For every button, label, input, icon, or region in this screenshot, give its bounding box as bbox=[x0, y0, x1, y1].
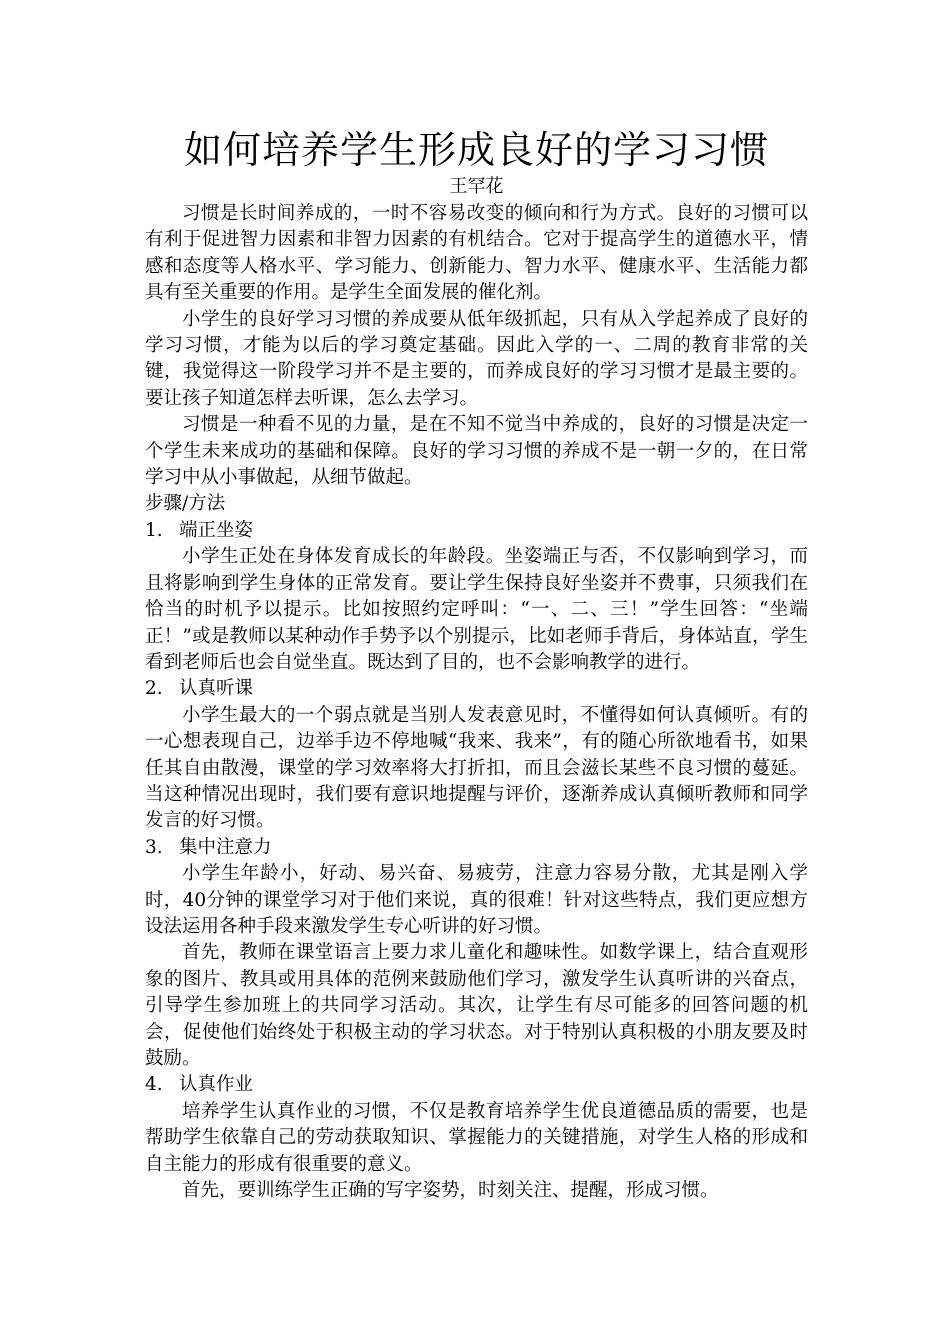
section-number-3: 3. bbox=[145, 836, 163, 858]
section-heading-4 bbox=[145, 1072, 808, 1098]
document-title: 如何培养学生形成良好的学习习惯 bbox=[183, 128, 769, 172]
section-number-1: 1. bbox=[145, 519, 163, 541]
section-3-paragraph-1: 小学生年龄小，好动、易兴奋、易疲劳，注意力容易分散，尤其是刚入学时，40分钟的课堂学习对于他们来说，真的很难！针对这些特点，我们更应想方设法运用各种手段来激发学生专心听讲的好习惯。 bbox=[145, 863, 808, 937]
document-page bbox=[145, 126, 808, 1204]
section-4-paragraph-1: 培养学生认真作业的习惯，不仅是教育培养学生优良道德品质的需要，也是帮助学生依靠自己的劳动获取知识、掌握能力的关键措施，对学生人格的形成和自主能力的形成有很重要的意义。 bbox=[145, 1100, 808, 1175]
section-heading-1 bbox=[145, 518, 808, 544]
steps-heading: 步骤/方法 bbox=[145, 493, 226, 515]
section-title-1: 端正坐姿 bbox=[179, 519, 254, 541]
section-heading-3 bbox=[145, 835, 808, 861]
section-title-4: 认真作业 bbox=[179, 1074, 254, 1096]
section-2-paragraph-1: 小学生最大的一个弱点就是当别人发表意见时，不懂得如何认真倾听。有的一心想表现自己，边举手边不停地喊“我来、我来”，有的随心所欲地看书，如果任其自由散漫，课堂的学习效率将大打折扣，而且会滋长某些不良习惯的蔓延。当这种情况出现时，我们要有意识地提醒与评价，逐渐养成认真倾听教师和同学发言的好习惯。 bbox=[145, 704, 808, 832]
section-number-4: 4. bbox=[145, 1074, 163, 1096]
section-number-2: 2. bbox=[145, 678, 163, 700]
intro-paragraph-2: 小学生的良好学习习惯的养成要从低年级抓起，只有从入学起养成了良好的学习习惯，才能为以后的学习奠定基础。因此入学的一、二周的教育非常的关键，我觉得这一阶段学习并不是主要的，而养成良好的学习习惯才是最主要的。要让孩子知道怎样去听课，怎么去学习。 bbox=[145, 308, 808, 409]
section-4-paragraph-2: 首先，要训练学生正确的写字姿势，时刻关注、提醒，形成习惯。 bbox=[182, 1180, 719, 1202]
intro-paragraph-3: 习惯是一种看不见的力量，是在不知不觉当中养成的，良好的习惯是决定一个学生未来成功的基础和保障。良好的学习习惯的养成不是一朝一夕的，在日常学习中从小事做起，从细节做起。 bbox=[145, 414, 808, 489]
section-1-paragraph-1: 小学生正处在身体发育成长的年龄段。坐姿端正与否，不仅影响到学习，而且将影响到学生身体的正常发育。要让学生保持良好坐姿并不费事，只须我们在恰当的时机予以提示。比如按照约定呼叫：“一、二、三！”学生回答：“坐端正！”或是教师以某种动作手势予以个别提示，比如老师手背后，身体站直，学生看到老师后也会自觉坐直。既达到了目的，也不会影响教学的进行。 bbox=[145, 546, 808, 673]
section-title-2: 认真听课 bbox=[179, 678, 254, 700]
intro-paragraph-1: 习惯是长时间养成的，一时不容易改变的倾向和行为方式。良好的习惯可以有利于促进智力因素和非智力因素的有机结合。它对于提高学生的道德水平，情感和态度等人格水平、学习能力、创新能力、智力水平、健康水平、生活能力都具有至关重要的作用。是学生全面发展的催化剂。 bbox=[145, 203, 808, 304]
section-heading-2 bbox=[145, 676, 808, 702]
section-title-3: 集中注意力 bbox=[179, 836, 272, 858]
document-author: 王罕花 bbox=[449, 176, 504, 197]
section-3-paragraph-2: 首先，教师在课堂语言上要力求儿童化和趣味性。如数学课上，结合直观形象的图片、教具或用具体的范例来鼓励他们学习，激发学生认真听讲的兴奋点，引导学生参加班上的共同学习活动。其次，让学生有尽可能多的回答问题的机会，促使他们始终处于积极主动的学习状态。对于特别认真积极的小朋友要及时鼓励。 bbox=[145, 942, 808, 1069]
